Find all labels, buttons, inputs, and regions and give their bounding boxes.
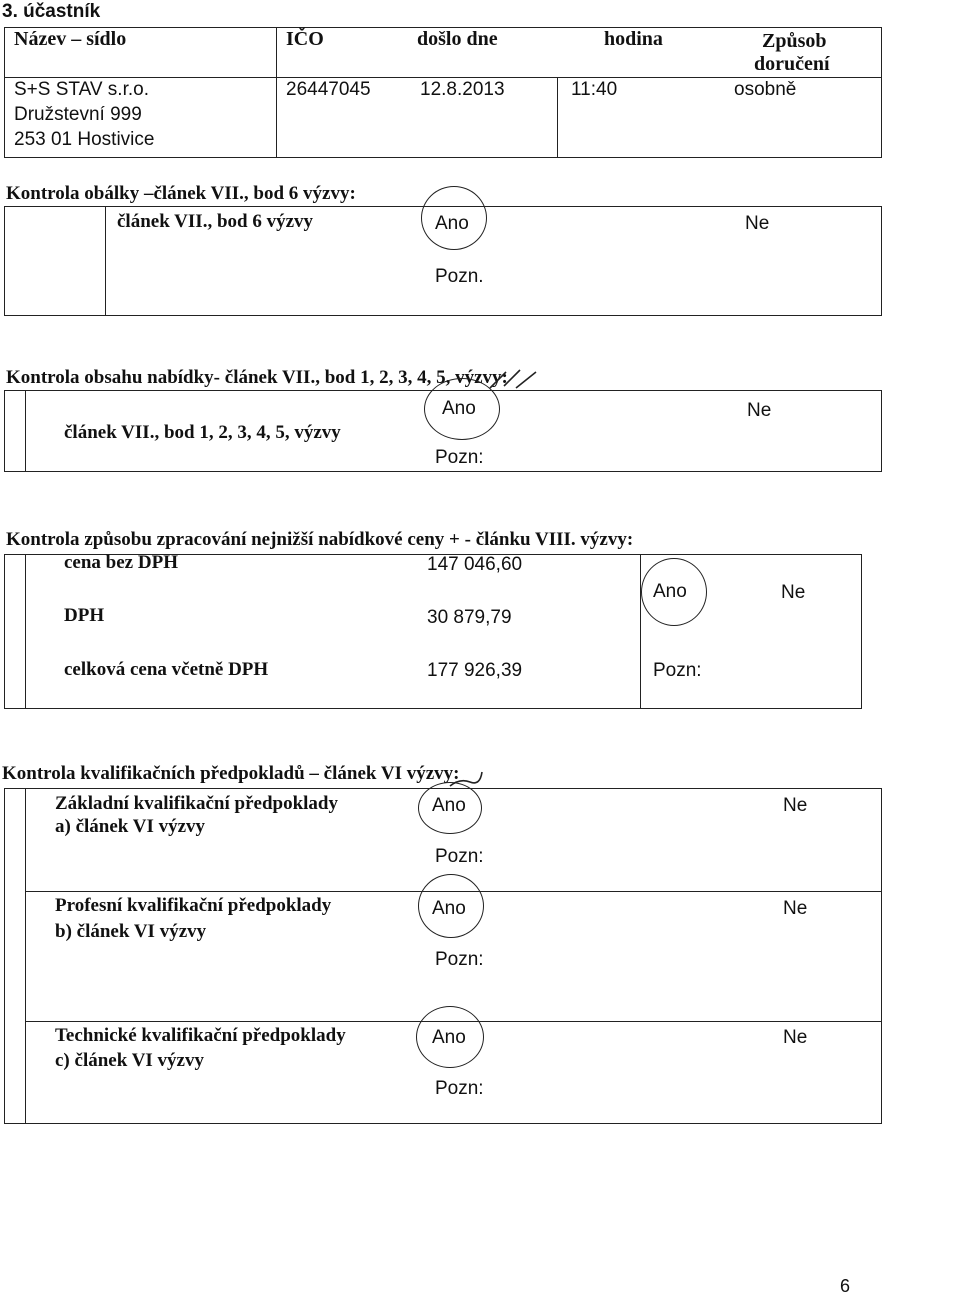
price-row-value: 177 926,39 [427,660,523,681]
ano-circle-mark [641,558,707,626]
ano-circle-mark [418,874,484,938]
price-row-value: 147 046,60 [427,554,523,575]
qualification-item-no: Ne [783,795,808,816]
section2-yes: Ano [442,398,476,419]
qualification-item-no: Ne [783,898,808,919]
section3-heading: Kontrola způsobu zpracování nejnižší nabídkové ceny + - článku VIII. výzvy: [6,529,634,550]
qualification-item-yes: Ano [432,1027,466,1048]
section2-heading: Kontrola obsahu nabídky- článek VII., bod 1, 2, 3, 4, 5, výzvy: [6,367,508,388]
ano-circle-mark [416,1006,484,1068]
participant-name: S+S STAV s.r.o. [14,79,149,100]
section1-yes: Ano [435,213,469,234]
ano-circle-mark [421,186,487,250]
qualification-item-note: Pozn: [435,1078,484,1099]
price-row-label: DPH [64,605,105,626]
qualification-item-yes: Ano [432,898,466,919]
price-row-value: 30 879,79 [427,607,512,628]
header-received: došlo dne [417,28,498,50]
section3-no: Ne [781,582,806,603]
header-delivery-line1: Způsob [762,30,827,52]
section1-no: Ne [745,213,770,234]
qualification-item-title: Základní kvalifikační předpoklady [55,793,338,814]
section3-note: Pozn: [653,660,702,681]
section1-item: článek VII., bod 6 výzvy [117,211,314,232]
qualification-item-ref: b) článek VI výzvy [55,921,207,942]
participant-received-time: 11:40 [571,79,618,100]
section4-heading: Kontrola kvalifikačních předpokladů – článek VI výzvy: [2,763,460,784]
qualification-item-yes: Ano [432,795,466,816]
section2-item: článek VII., bod 1, 2, 3, 4, 5, výzvy [64,422,341,443]
page-number: 6 [840,1276,851,1296]
participant-received-date: 12.8.2013 [420,79,505,100]
header-delivery-line2: doručení [754,53,830,75]
price-row-label: celková cena včetně DPH [64,659,269,680]
qualification-item-note: Pozn: [435,949,484,970]
qualification-item-ref: a) článek VI výzvy [55,816,206,837]
qualification-item-title: Profesní kvalifikační předpoklady [55,895,332,916]
section1-note: Pozn. [435,266,484,287]
ano-circle-mark [418,782,482,834]
participant-street: Družstevní 999 [14,104,142,125]
section3-yes: Ano [653,581,687,602]
header-time: hodina [604,28,663,50]
participant-ico: 26447045 [286,79,371,100]
header-name: Název – sídlo [14,28,127,50]
qualification-item-no: Ne [783,1027,808,1048]
qualification-item-ref: c) článek VI výzvy [55,1050,204,1071]
qualification-item-note: Pozn: [435,846,484,867]
section1-heading: Kontrola obálky –článek VII., bod 6 výzvy: [6,183,356,204]
qualification-item-title: Technické kvalifikační předpoklady [55,1025,346,1046]
price-row-label: cena bez DPH [64,552,178,573]
participant-city: 253 01 Hostivice [14,129,155,150]
header-ico: IČO [286,28,324,50]
section2-note: Pozn: [435,447,484,468]
participant-delivery: osobně [734,79,797,100]
section2-no: Ne [747,400,772,421]
participant-heading: 3. účastník [2,1,101,22]
ano-circle-mark [424,378,500,440]
